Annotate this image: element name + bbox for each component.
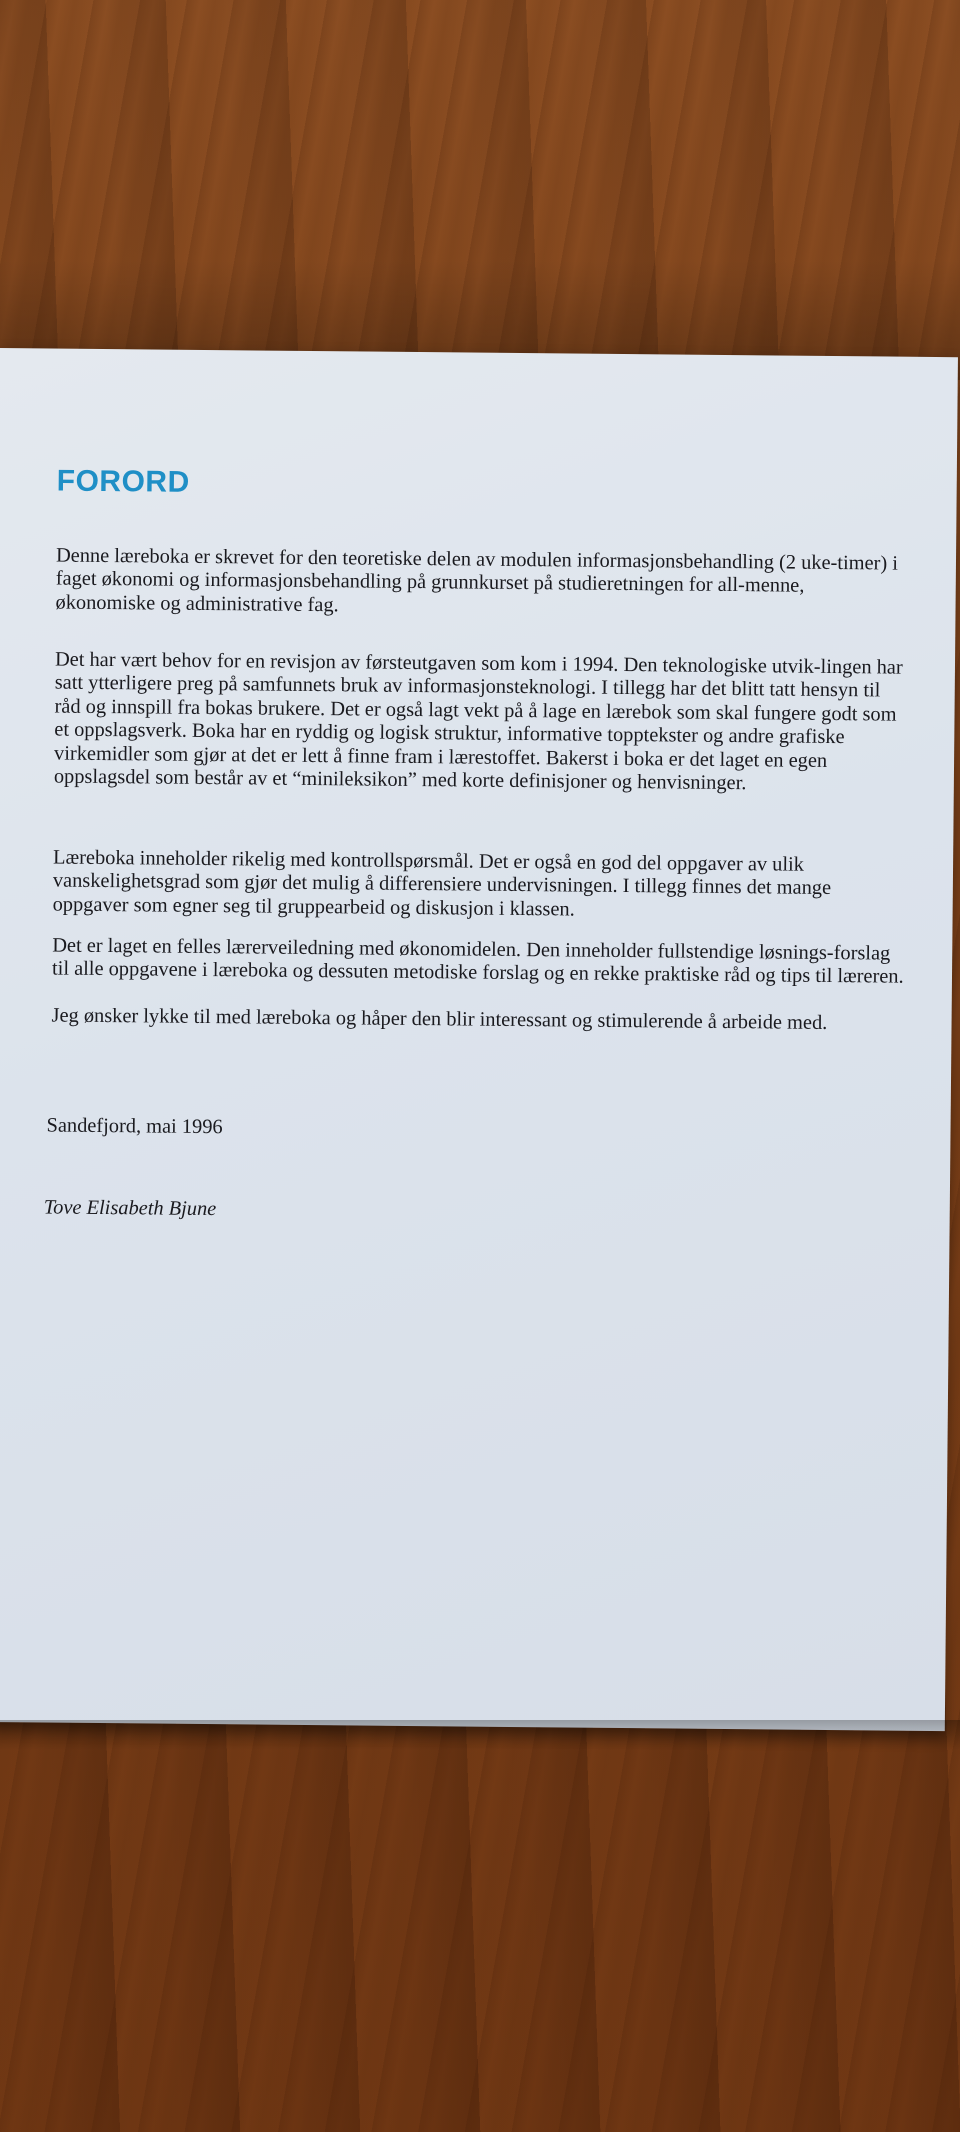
paragraph-2: Det har vært behov for en revisjon av førsteutgaven som kom i 1994. Den teknologiske utvik-lingen har satt ytterligere preg på samfunnets bruk av informasjonsteknologi. I tillegg har det blitt tatt hensyn til råd og innspill fra bokas brukere. Det er også lagt vekt på å lage en lærebok som skal fungere godt som et oppslagsverk. Boka har en ryddig og logisk struktur, informative topptekster og andre grafiske virkemidler som gjør at det er lett å finne fram i lærestoffet. Bakerst i boka er det laget en egen oppslagsdel som består av et “minileksikon” med korte definisjoner og henvisninger. <box>53 648 903 795</box>
place-and-date: Sandefjord, mai 1996 <box>46 1114 223 1139</box>
book-page <box>0 348 958 1731</box>
page-edge-shadow <box>0 1720 960 1750</box>
page-title: FORORD <box>56 464 190 499</box>
author-signature: Tove Elisabeth Bjune <box>43 1196 217 1221</box>
paragraph-4: Det er laget en felles lærerveiledning med økonomidelen. Den inneholder fullstendige løsnings-forslag til alle oppgavene i læreboka og dessuten metodiske forslag og en rekke praktiske råd og tips til læreren. <box>51 934 904 989</box>
paragraph-3: Læreboka inneholder rikelig med kontrollspørsmål. Det er også en god del oppgaver av ulik vanskelighetsgrad som gjør det mulig å differensiere undervisningen. I tillegg finnes det mange oppgaver som egner seg til gruppearbeid og diskusjon i klassen. <box>52 846 832 921</box>
paragraph-5: Jeg ønsker lykke til med læreboka og håper den blir interessant og stimulerende å arbeide med. <box>51 1004 828 1034</box>
paragraph-1: Denne læreboka er skrevet for den teoretiske delen av modulen informasjonsbehandling (2 uke-timer) i faget økonomi og informasjonsbehandling på grunnkurset på studieretningen for all-menne, økonomiske og administrative fag. <box>55 544 899 617</box>
